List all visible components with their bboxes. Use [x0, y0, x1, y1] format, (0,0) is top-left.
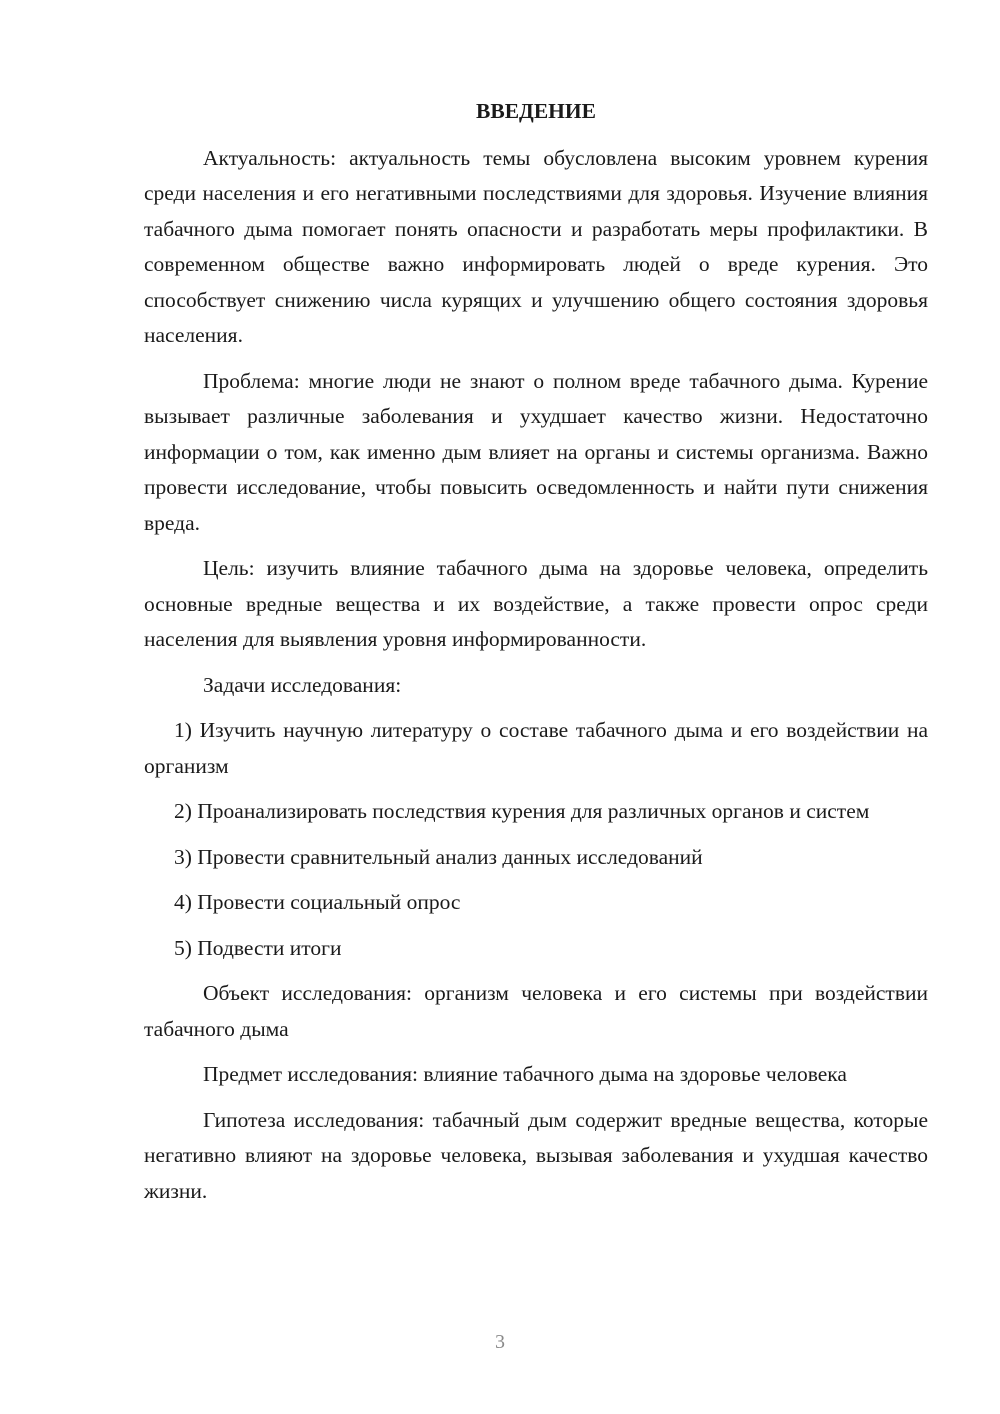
- object-paragraph: Объект исследования: организм человека и его системы при воздействии табачного дыма: [144, 981, 928, 1041]
- hypothesis-paragraph: Гипотеза исследования: табачный дым содержит вредные вещества, которые негативно влияют на здоровье человека, вызывая заболевания и ухудшая качество жизни.: [144, 1107, 928, 1203]
- page-number: 3: [495, 1331, 505, 1353]
- task-item: 4) Провести социальный опрос: [174, 890, 461, 914]
- relevance-paragraph: Актуальность: актуальность темы обусловлена высоким уровнем курения среди населения и его негативными последствиями для здоровья. Изучение влияния табачного дыма помогает понять опасности и разработать меры профилактики. В современном обществе важно информировать людей о вреде курения. Это способствует снижению числа курящих и улучшению общего состояния здоровья населения.: [144, 145, 928, 347]
- task-item: 5) Подвести итоги: [174, 935, 342, 960]
- task-item: 3) Провести сравнительный анализ данных исследований: [174, 844, 703, 869]
- tasks-heading: Задачи исследования:: [203, 672, 402, 697]
- task-item: 2) Проанализировать последствия курения для различных органов и систем: [174, 799, 870, 823]
- subject-paragraph: Предмет исследования: влияние табачного дыма на здоровье человека: [203, 1062, 847, 1086]
- page-content: [144, 94, 928, 1219]
- goal-paragraph: Цель: изучить влияние табачного дыма на здоровье человека, определить основные вредные вещества и их воздействие, а также провести опрос среди населения для выявления уровня информированности.: [144, 556, 928, 651]
- problem-paragraph: Проблема: многие люди не знают о полном вреде табачного дыма. Курение вызывает различные заболевания и ухудшает качество жизни. Недостаточно информации о том, как именно дым влияет на органы и системы организма. Важно провести исследование, чтобы повысить осведомленность и найти пути снижения вреда.: [144, 368, 928, 535]
- task-item: 1) Изучить научную литературу о составе табачного дыма и его воздействии на организм: [144, 718, 928, 778]
- section-title: ВВЕДЕНИЕ: [476, 99, 596, 123]
